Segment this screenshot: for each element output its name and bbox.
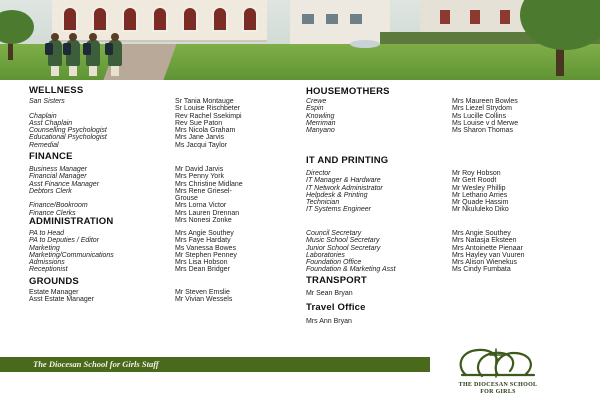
staff-row xyxy=(306,252,586,259)
student-figure xyxy=(86,40,100,66)
staff-role: Financial Manager xyxy=(29,173,87,181)
staff-name: Mrs Liezel Strydom xyxy=(452,105,512,113)
staff-role: Marketing xyxy=(29,244,60,252)
staff-name: Mrs Jane Jarvis xyxy=(175,134,225,142)
staff-role: IT Network Administrator xyxy=(306,184,383,192)
staff-name: Mrs Faye Hardaty xyxy=(175,237,231,245)
staff-row xyxy=(306,127,586,134)
staff-row xyxy=(29,105,309,112)
staff-role: Crewe xyxy=(306,98,327,105)
staff-row xyxy=(29,266,309,273)
wellness-heading: WELLNESS xyxy=(29,85,84,96)
transport-heading: TRANSPORT xyxy=(306,275,367,286)
staff-role: IT Manager & Hardware xyxy=(306,177,381,185)
student-figure xyxy=(108,40,122,66)
student-figure xyxy=(48,40,62,66)
staff-name: Mr Vivian Wessels xyxy=(175,296,233,304)
staff-name: Mrs Antoinette Pienaar xyxy=(452,244,523,252)
staff-row xyxy=(306,177,586,184)
staff-role: Remedial xyxy=(29,141,59,149)
wellness-list xyxy=(29,98,309,149)
annex-building xyxy=(290,0,390,45)
staff-role: Director xyxy=(306,170,331,177)
staff-role: Receptionist xyxy=(29,266,68,274)
staff-role: Laboratories xyxy=(306,251,345,259)
it-printing-heading: IT AND PRINTING xyxy=(306,155,389,166)
staff-name: Ms Jacqui Taylor xyxy=(175,141,228,149)
staff-name: Mrs Christine Midlane xyxy=(175,180,243,188)
student-figure xyxy=(66,40,80,66)
grounds-heading: GROUNDS xyxy=(29,276,79,287)
staff-role: Asst Finance Manager xyxy=(29,180,100,188)
staff-name: Mrs Lauren Drennan xyxy=(175,209,240,217)
staff-row xyxy=(29,113,309,120)
staff-row xyxy=(306,199,586,206)
staff-row xyxy=(29,252,309,259)
staff-name: Mrs Alison Wienekus xyxy=(452,259,517,267)
staff-role: PA to Head xyxy=(29,230,65,237)
staff-name: Mr Lethano Arries xyxy=(452,191,508,199)
staff-name: Mrs Angie Southey xyxy=(175,230,234,237)
staff-row xyxy=(29,173,309,180)
staff-row xyxy=(29,142,309,149)
staff-row xyxy=(29,98,309,105)
staff-role: Foundation Office xyxy=(306,259,362,267)
staff-role: Finance Clerks xyxy=(29,209,76,217)
staff-name: Mr Wesley Phillip xyxy=(452,184,506,192)
staff-role: IT Systems Engineer xyxy=(306,206,371,214)
staff-name: Mrs Angie Southey xyxy=(452,230,511,237)
staff-name: Ms Cindy Fumbata xyxy=(452,266,511,274)
staff-name: Ms Lucille Collins xyxy=(452,112,507,120)
staff-role: Merriman xyxy=(306,119,336,127)
staff-name: Mr David Jarvis xyxy=(175,166,224,173)
staff-name: Mrs Lorna Victor xyxy=(175,202,227,210)
staff-row xyxy=(306,230,586,237)
staff-row xyxy=(306,113,586,120)
administration-list xyxy=(29,230,309,274)
housemothers-list xyxy=(306,98,586,134)
grounds-list xyxy=(29,289,309,304)
staff-role: Foundation & Marketing Asst xyxy=(306,266,396,274)
staff-name: Sr Tania Montauge xyxy=(175,98,234,105)
staff-row xyxy=(29,195,309,202)
staff-row xyxy=(306,266,586,273)
staff-row xyxy=(306,259,586,266)
staff-role: Counselling Psychologist xyxy=(29,127,107,135)
staff-name: Mrs Maureen Bowles xyxy=(452,98,518,105)
staff-row xyxy=(29,237,309,244)
staff-row xyxy=(306,185,586,192)
staff-row xyxy=(306,237,586,244)
staff-role: Council Secretary xyxy=(306,230,362,237)
tree-left xyxy=(0,10,34,44)
school-building xyxy=(52,0,267,42)
staff-name: Mrs Lisa Hobson xyxy=(175,259,228,267)
crest-caption-line1: THE DIOCESAN SCHOOL xyxy=(458,382,538,388)
staff-role: Knowling xyxy=(306,112,335,120)
staff-role: Helpdesk & Printing xyxy=(306,191,368,199)
travel-office-name: Mrs Ann Bryan xyxy=(306,318,352,325)
staff-name: Mrs Dean Bridger xyxy=(175,266,230,274)
staff-role: Music School Secretary xyxy=(306,237,380,245)
staff-row xyxy=(29,134,309,141)
staff-name: Mrs Nicola Graham xyxy=(175,127,236,135)
staff-role: Business Manager xyxy=(29,166,87,173)
staff-name: Mrs Penny York xyxy=(175,173,225,181)
staff-row xyxy=(306,105,586,112)
staff-role: Manyano xyxy=(306,127,335,135)
staff-role: Asst Estate Manager xyxy=(29,296,94,304)
staff-role: Technician xyxy=(306,199,340,207)
finance-heading: FINANCE xyxy=(29,151,73,162)
staff-row xyxy=(29,181,309,188)
staff-row xyxy=(306,120,586,127)
staff-name: Mrs Natasja Eksteen xyxy=(452,237,517,245)
staff-row xyxy=(306,245,586,252)
staff-name: Ms Sharon Thomas xyxy=(452,127,513,135)
staff-row xyxy=(29,120,309,127)
staff-role: Asst Chaplain xyxy=(29,119,73,127)
staff-role: Debtors Clerk xyxy=(29,187,72,195)
staff-row xyxy=(29,259,309,266)
crest-caption xyxy=(440,382,556,395)
staff-name: Mr Stephen Penney xyxy=(175,251,237,259)
staff-row xyxy=(29,296,309,303)
staff-role: PA to Deputies / Editor xyxy=(29,237,100,245)
staff-row xyxy=(29,188,309,195)
footer-band-text: The Diocesan School for Girls Staff xyxy=(33,359,159,369)
staff-row xyxy=(306,170,586,177)
travel-office-heading: Travel Office xyxy=(306,302,366,313)
staff-name: Mr Steven Emslie xyxy=(175,289,230,296)
staff-name: Mrs Hayley van Vuuren xyxy=(452,251,525,259)
staff-role: Espin xyxy=(306,105,324,113)
other-admin-list xyxy=(306,230,586,274)
administration-heading: ADMINISTRATION xyxy=(29,216,114,227)
staff-name: Sr Louise Rischbeter xyxy=(175,105,240,113)
staff-row xyxy=(29,230,309,237)
staff-name: Mrs Nonesi Zonke xyxy=(175,217,232,225)
staff-role: Estate Manager xyxy=(29,289,79,296)
staff-name: Grouse xyxy=(175,195,198,203)
staff-role: Marketing/Communications xyxy=(29,251,114,259)
housemothers-heading: HOUSEMOTHERS xyxy=(306,86,390,97)
staff-row xyxy=(29,202,309,209)
staff-name: Mr Quade Hassim xyxy=(452,199,509,207)
staff-name: Rev Rachel Ssekimpi xyxy=(175,112,242,120)
staff-role: Educational Psychologist xyxy=(29,134,107,142)
transport-name: Mr Sean Bryan xyxy=(306,290,353,297)
staff-role: Finance/Bookroom xyxy=(29,202,88,210)
staff-role: Admissions xyxy=(29,259,65,267)
it-printing-list xyxy=(306,170,586,214)
staff-role: Junior School Secretary xyxy=(306,244,381,252)
staff-name: Mr Nkululeko Diko xyxy=(452,206,509,214)
staff-row xyxy=(306,192,586,199)
hero-photo xyxy=(0,0,600,80)
fountain xyxy=(350,40,380,48)
staff-role: San Sisters xyxy=(29,98,65,105)
staff-row xyxy=(306,98,586,105)
staff-name: Rev Sue Paton xyxy=(175,119,223,127)
staff-name: Mr Gert Roodt xyxy=(452,177,497,185)
staff-name: Mr Roy Hobson xyxy=(452,170,501,177)
staff-row xyxy=(29,289,309,296)
crest-caption-line2: FOR GIRLS xyxy=(480,388,516,395)
staff-role: Chaplain xyxy=(29,112,57,120)
staff-row xyxy=(29,127,309,134)
school-crest-icon xyxy=(452,345,542,381)
staff-row xyxy=(29,166,309,173)
footer-band xyxy=(0,357,430,372)
staff-row xyxy=(306,206,586,213)
staff-row xyxy=(29,245,309,252)
staff-name: Mrs Rene Griesel- xyxy=(175,187,232,195)
staff-name: Ms Louise v d Merwe xyxy=(452,119,519,127)
staff-name: Ms Vanessa Bowes xyxy=(175,244,236,252)
